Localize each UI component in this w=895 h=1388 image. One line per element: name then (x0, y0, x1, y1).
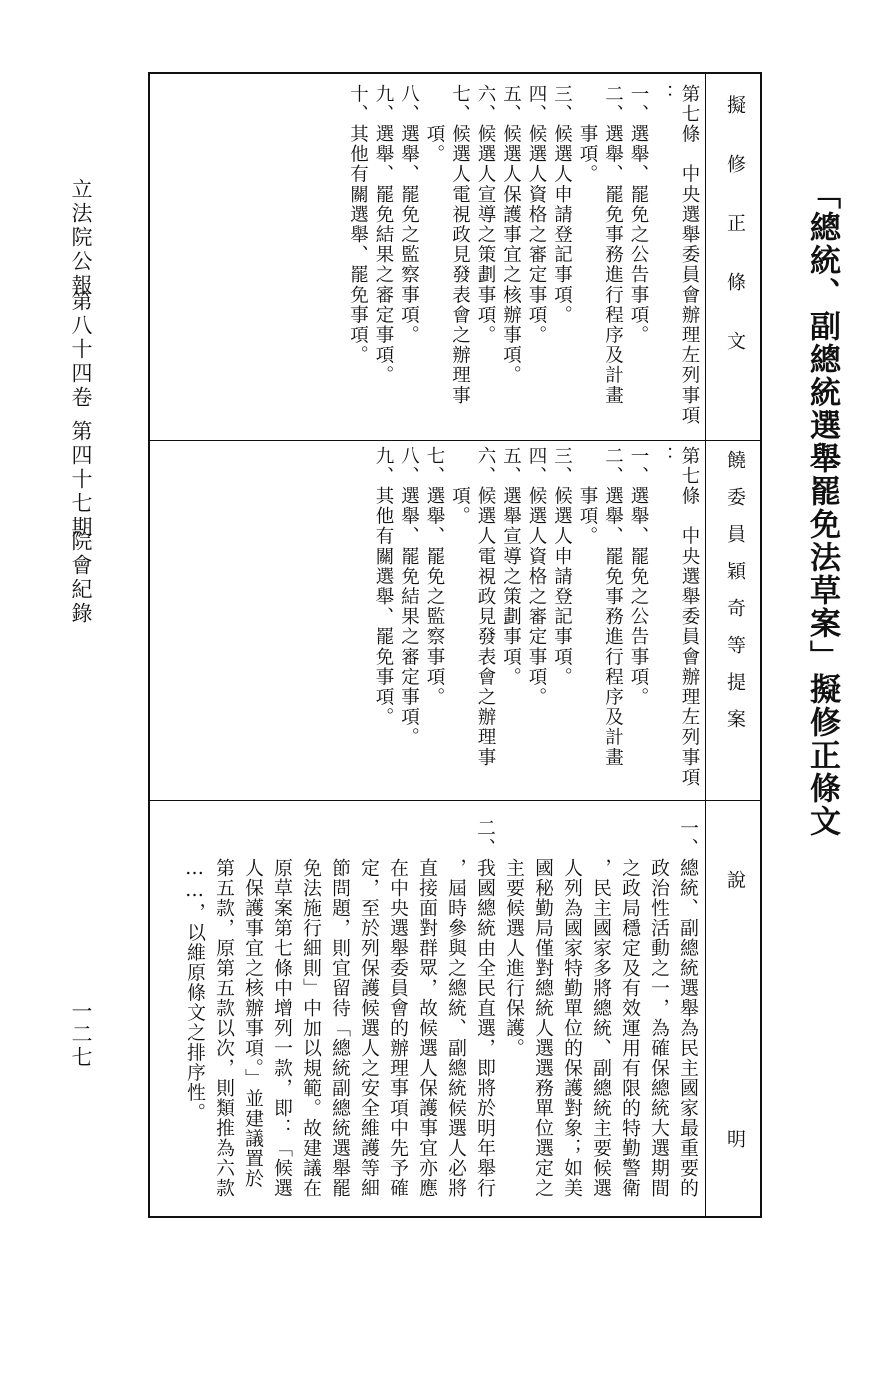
reference-text (371, 446, 703, 796)
explanation-line: 國秘勤局僅對總統人選選務單位選定之 (532, 818, 553, 1198)
proposed-line: ： (653, 84, 675, 105)
reference-line: 四、候選人資格之審定事項。 (526, 446, 547, 708)
explanation-line: ，屆時參與之總統、副總統候選人必將 (445, 818, 466, 1198)
proposed-line: 四、候選人資格之審定事項。 (526, 84, 547, 346)
reference-line: 七、選舉、罷免之監察事項。 (424, 446, 445, 708)
reference-line: 九、其他有關選舉、罷免事項。 (373, 446, 394, 728)
header-proposed: 擬修正條文 (724, 95, 746, 390)
proposed-line: 六、候選人宣導之策劃事項。 (475, 84, 496, 346)
header-column-divider (705, 72, 706, 1218)
document-title: 「總統、副總統選舉罷免法草案」擬修正條文 (804, 178, 840, 838)
footer-section: 院會紀錄 (69, 530, 93, 626)
proposed-line: 五、候選人保護事宜之核辦事項。 (500, 84, 522, 386)
header-explanation: 說明 (724, 870, 746, 1388)
reference-line: 一、選舉、罷免之公告事項。 (628, 446, 649, 708)
reference-line: 三、候選人申請登記事項。 (551, 446, 573, 688)
explanation-line: 二、我國總統由全民直選，即將於明年舉行 (474, 818, 495, 1198)
explanation-line: ，民主國家多將總統、副總統主要候選 (590, 818, 611, 1198)
proposed-text (345, 84, 702, 434)
proposed-line: 項。 (424, 84, 445, 165)
explanation-line: 免法施行細則」中加以規範。故建議在 (300, 818, 321, 1198)
reference-line: 第七條 中央選舉委員會辦理左列事項 (679, 446, 700, 788)
footer-volume: 第八十四卷 (69, 290, 93, 410)
explanation-line: 原草案第七條中增列一款，即：「候選 (271, 818, 292, 1198)
proposed-line: 一、選舉、罷免之公告事項。 (628, 84, 649, 346)
reference-line: 項。 (449, 446, 471, 527)
proposed-line: 事項。 (577, 84, 598, 185)
proposed-line: 八、選舉、罷免之監察事項。 (398, 84, 420, 346)
reference-line: 五、選舉宣導之策劃事項。 (500, 446, 522, 688)
explanation-line: 一、總統、副總統選舉為民主國家最重要的 (677, 818, 698, 1198)
reference-line: 事項。 (577, 446, 598, 547)
proposed-line: 七、候選人電視政見發表會之辦理事 (449, 84, 471, 406)
proposed-line: 十、其他有關選舉、罷免事項。 (347, 84, 369, 366)
explanation-line: ……，以維原條文之排序性。 (184, 818, 205, 1123)
proposed-line: 九、選舉、罷免結果之審定事項。 (373, 84, 394, 386)
explanation-line: 直接面對群眾，故候選人保護事宜亦應 (416, 818, 437, 1198)
proposed-line: 二、選舉、罷免事務進行程序及計畫 (602, 84, 624, 406)
row-divider-1 (148, 440, 762, 441)
reference-line: 二、選舉、罷免事務進行程序及計畫 (602, 446, 624, 768)
explanation-line: 政治性活動之一，為確保總統大選期間 (648, 818, 669, 1198)
proposed-line: 第七條 中央選舉委員會辦理左列事項 (679, 84, 700, 426)
footer-publication: 立法院公報 (69, 178, 93, 298)
footer-issue: 第四十七期 (69, 420, 93, 540)
explanation-line: 第五款，原第五款以次，則類推為六款 (213, 818, 234, 1198)
reference-line: ： (653, 446, 675, 467)
explanation-line: 在中央選舉委員會的辦理事項中先予確 (387, 818, 408, 1198)
explanation-line: 人保護事宜之核辦事項。」並建議置於 (242, 818, 263, 1189)
explanation-text (180, 818, 702, 1213)
explanation-line: 人列為國家特勤單位的保護對象；如美 (561, 818, 582, 1198)
page-number: 一二七 (69, 1000, 93, 1069)
explanation-line: 之政局穩定及有效運用有限的特勤警衛 (619, 818, 640, 1198)
reference-line: 六、候選人電視政見發表會之辦理事 (475, 446, 496, 768)
header-reference: 饒委員穎奇等提案 (724, 450, 746, 746)
row-divider-2 (148, 800, 762, 801)
explanation-line: 主要候選人進行保護。 (503, 818, 524, 1058)
reference-line: 八、選舉、罷免結果之審定事項。 (398, 446, 420, 748)
explanation-line: 節問題，則宜留待「總統副總統選舉罷 (329, 818, 350, 1198)
explanation-line: 定，至於列保護候選人之安全維護等細 (358, 818, 379, 1198)
proposed-line: 三、候選人申請登記事項。 (551, 84, 573, 326)
